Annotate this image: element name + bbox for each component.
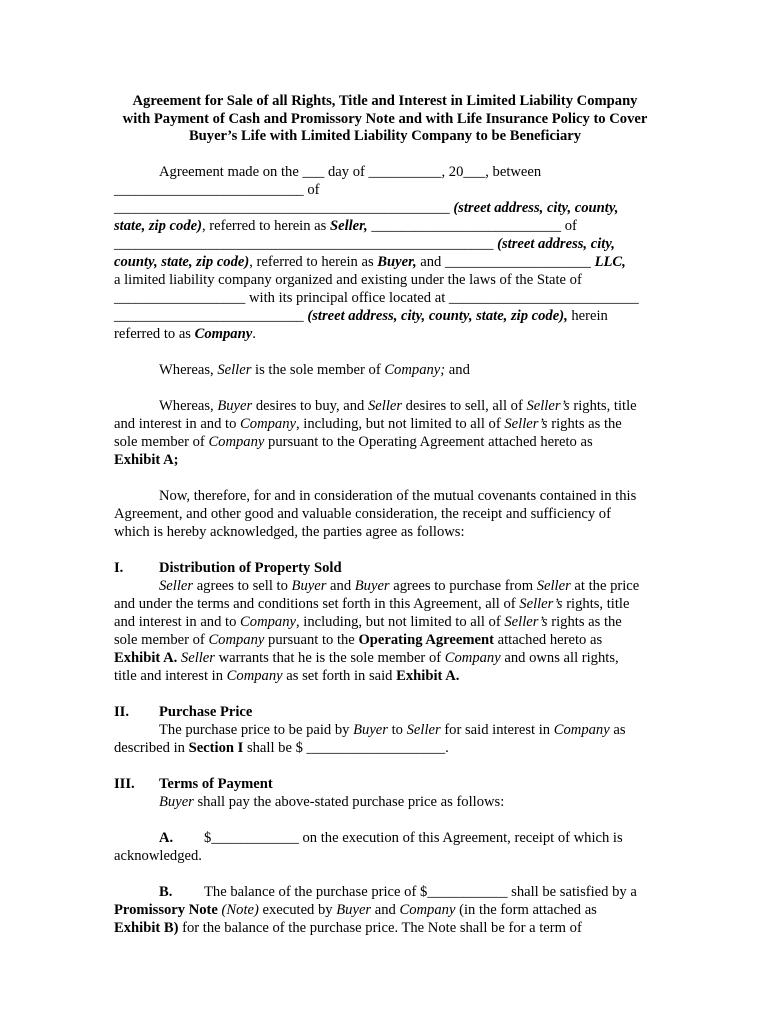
paragraph-line (114, 433, 659, 451)
intro-line: Agreement made on the ___ day of __________, 20___, between (159, 164, 542, 180)
note-term: (Note) (221, 902, 259, 918)
text: Whereas, (159, 362, 218, 378)
intro-line: __________________ with its principal office located at __________________________ (114, 290, 639, 306)
intro-paragraph (114, 163, 659, 343)
company-term: Company; (384, 362, 446, 378)
subsection-a (114, 829, 659, 847)
company-term: Company (194, 326, 253, 342)
text: herein (567, 308, 608, 324)
now-therefore-paragraph (114, 487, 659, 541)
buyer-term: Buyer (159, 794, 194, 810)
text: shall be $ ___________________. (243, 740, 449, 756)
seller-term: Seller’s (519, 596, 563, 612)
text: , referred to herein as (249, 254, 378, 270)
text: agrees to purchase from (389, 578, 537, 594)
paragraph-line (114, 577, 659, 595)
operating-agreement-term: Operating Agreement (358, 632, 494, 648)
section-heading (114, 703, 659, 721)
seller-term: Seller (180, 650, 215, 666)
buyer-term: Buyer (291, 578, 327, 594)
paragraph-line: Now, therefore, for and in consideration of the mutual covenants contained in this (159, 488, 637, 504)
section-number: II. (114, 704, 130, 720)
intro-line (114, 325, 659, 343)
title-line-3: Buyer’s Life with Limited Liability Company to be Beneficiary (188, 128, 582, 145)
company-term: Company (208, 434, 265, 450)
text: title and interest in (114, 668, 227, 684)
text: , including, but not limited to all of (296, 416, 505, 432)
intro-line (114, 199, 659, 217)
company-term: Company (240, 614, 296, 630)
address-hint: county, state, zip code) (114, 254, 250, 270)
intro-line (114, 217, 659, 235)
text: attached hereto as (493, 632, 603, 648)
subsection-label: A. (159, 830, 174, 846)
exhibit-a-ref: Exhibit A. (396, 668, 460, 684)
seller-term: Seller (159, 578, 194, 594)
seller-term: Seller (406, 722, 441, 738)
intro-line: a limited liability company organized and existing under the laws of the State of (114, 272, 582, 288)
seller-term: Seller’s (526, 398, 570, 414)
text: for said interest in (440, 722, 554, 738)
company-term: Company (553, 722, 610, 738)
text: Whereas, (159, 398, 218, 414)
text: and (326, 578, 355, 594)
exhibit-b-ref: Exhibit B) (114, 920, 179, 936)
address-hint: (street address, city, (497, 236, 615, 252)
seller-term: Seller (367, 398, 403, 414)
title-line-1: Agreement for Sale of all Rights, Title and Interest in Limited Liability Company (132, 93, 638, 109)
document-body (114, 163, 659, 937)
paragraph-line: which is hereby acknowledged, the parties agree as follows: (114, 524, 465, 540)
company-term: Company (226, 668, 283, 684)
paragraph-line (114, 415, 659, 433)
blank: ____________________________________________________ (114, 236, 494, 252)
subsection-b (114, 883, 659, 901)
text: . (252, 326, 256, 342)
llc-term: LLC, (594, 254, 626, 270)
text: sole member of (114, 434, 209, 450)
text: rights, title (569, 398, 637, 414)
text: __________________________ of (367, 218, 577, 234)
intro-line (114, 235, 659, 253)
text: agrees to sell to (193, 578, 292, 594)
text: is the sole member of (251, 362, 385, 378)
blank: __________________________ (114, 308, 304, 324)
buyer-term: Buyer, (377, 254, 417, 270)
text: executed by (258, 902, 337, 918)
text: desires to sell, all of (402, 398, 527, 414)
paragraph-line (114, 919, 659, 937)
whereas-paragraph-2 (114, 397, 659, 469)
section-heading (114, 775, 659, 793)
text: warrants that he is the sole member of (214, 650, 445, 666)
address-hint: (street address, city, county, state, zip code), (307, 308, 568, 324)
paragraph-line: acknowledged. (114, 848, 202, 864)
seller-term: Seller’s (504, 614, 548, 630)
text: and (445, 362, 470, 378)
company-term: Company (240, 416, 296, 432)
text: (in the form attached as (455, 902, 597, 918)
text: rights as the (547, 614, 622, 630)
text: described in (114, 740, 189, 756)
paragraph-line (114, 595, 659, 613)
section-3 (114, 775, 659, 937)
text: pursuant to the (264, 632, 359, 648)
text: and ____________________ (416, 254, 595, 270)
section-title: Distribution of Property Sold (159, 560, 342, 576)
address-hint: state, zip code) (114, 218, 202, 234)
text: at the price (570, 578, 640, 594)
paragraph-line: Agreement, and other good and valuable consideration, the receipt and sufficiency of (114, 506, 611, 522)
seller-term: Seller’s (504, 416, 548, 432)
company-term: Company (399, 902, 456, 918)
text: The balance of the purchase price of $___________ shall be satisfied by a (204, 884, 637, 900)
company-term: Company (444, 650, 501, 666)
text: for the balance of the purchase price. The Note shall be for a term of (178, 920, 582, 936)
text: and owns all rights, (500, 650, 619, 666)
text: shall pay the above-stated purchase price as follows: (193, 794, 505, 810)
text: rights, title (562, 596, 630, 612)
whereas-paragraph-1 (114, 361, 659, 379)
paragraph-line (114, 631, 659, 649)
buyer-term: Buyer (354, 578, 390, 594)
text: The purchase price to be paid by (159, 722, 354, 738)
paragraph-line (114, 397, 659, 415)
text: , including, but not limited to all of (296, 614, 505, 630)
seller-term: Seller, (329, 218, 368, 234)
seller-term: Seller (536, 578, 571, 594)
text: and under the terms and conditions set forth in this Agreement, all of (114, 596, 520, 612)
blank: ______________________________________________ (114, 200, 450, 216)
intro-line: __________________________ of (114, 182, 320, 198)
exhibit-a-ref: Exhibit A. (114, 650, 178, 666)
text: referred to as (114, 326, 195, 342)
text: desires to buy, and (252, 398, 368, 414)
section-2 (114, 703, 659, 757)
text: to (387, 722, 407, 738)
text: as set forth in said (282, 668, 397, 684)
intro-line (114, 307, 659, 325)
subsection-label: B. (159, 884, 173, 900)
seller-term: Seller (217, 362, 252, 378)
text: $____________ on the execution of this Agreement, receipt of which is (204, 830, 623, 846)
paragraph-line (114, 793, 659, 811)
paragraph-line (114, 901, 659, 919)
section-title: Terms of Payment (159, 776, 273, 792)
text: and (371, 902, 400, 918)
text: pursuant to the Operating Agreement attached hereto as (264, 434, 593, 450)
paragraph-line (114, 739, 659, 757)
section-1 (114, 559, 659, 685)
text: sole member of (114, 632, 209, 648)
buyer-term: Buyer (353, 722, 388, 738)
document-title (100, 93, 670, 146)
text: as (609, 722, 626, 738)
text: and interest in and to (114, 416, 241, 432)
company-term: Company (208, 632, 265, 648)
paragraph-line (114, 721, 659, 739)
text: and interest in and to (114, 614, 241, 630)
title-line-2: with Payment of Cash and Promissory Note and with Life Insurance Policy to Cover (122, 110, 648, 127)
intro-line (114, 253, 659, 271)
text: , referred to herein as (201, 218, 330, 234)
section-number: I. (114, 560, 124, 576)
paragraph-line (114, 613, 659, 631)
paragraph-line (114, 667, 659, 685)
section-ref: Section I (188, 740, 244, 756)
address-hint: (street address, city, county, (453, 200, 619, 216)
paragraph-line (114, 649, 659, 667)
text: rights as the (547, 416, 622, 432)
promissory-note-term: Promissory Note (114, 902, 218, 918)
exhibit-a-ref: Exhibit A; (114, 452, 179, 468)
section-number: III. (114, 776, 135, 792)
section-heading (114, 559, 659, 577)
section-title: Purchase Price (159, 704, 253, 720)
buyer-term: Buyer (336, 902, 372, 918)
buyer-term: Buyer (217, 398, 253, 414)
